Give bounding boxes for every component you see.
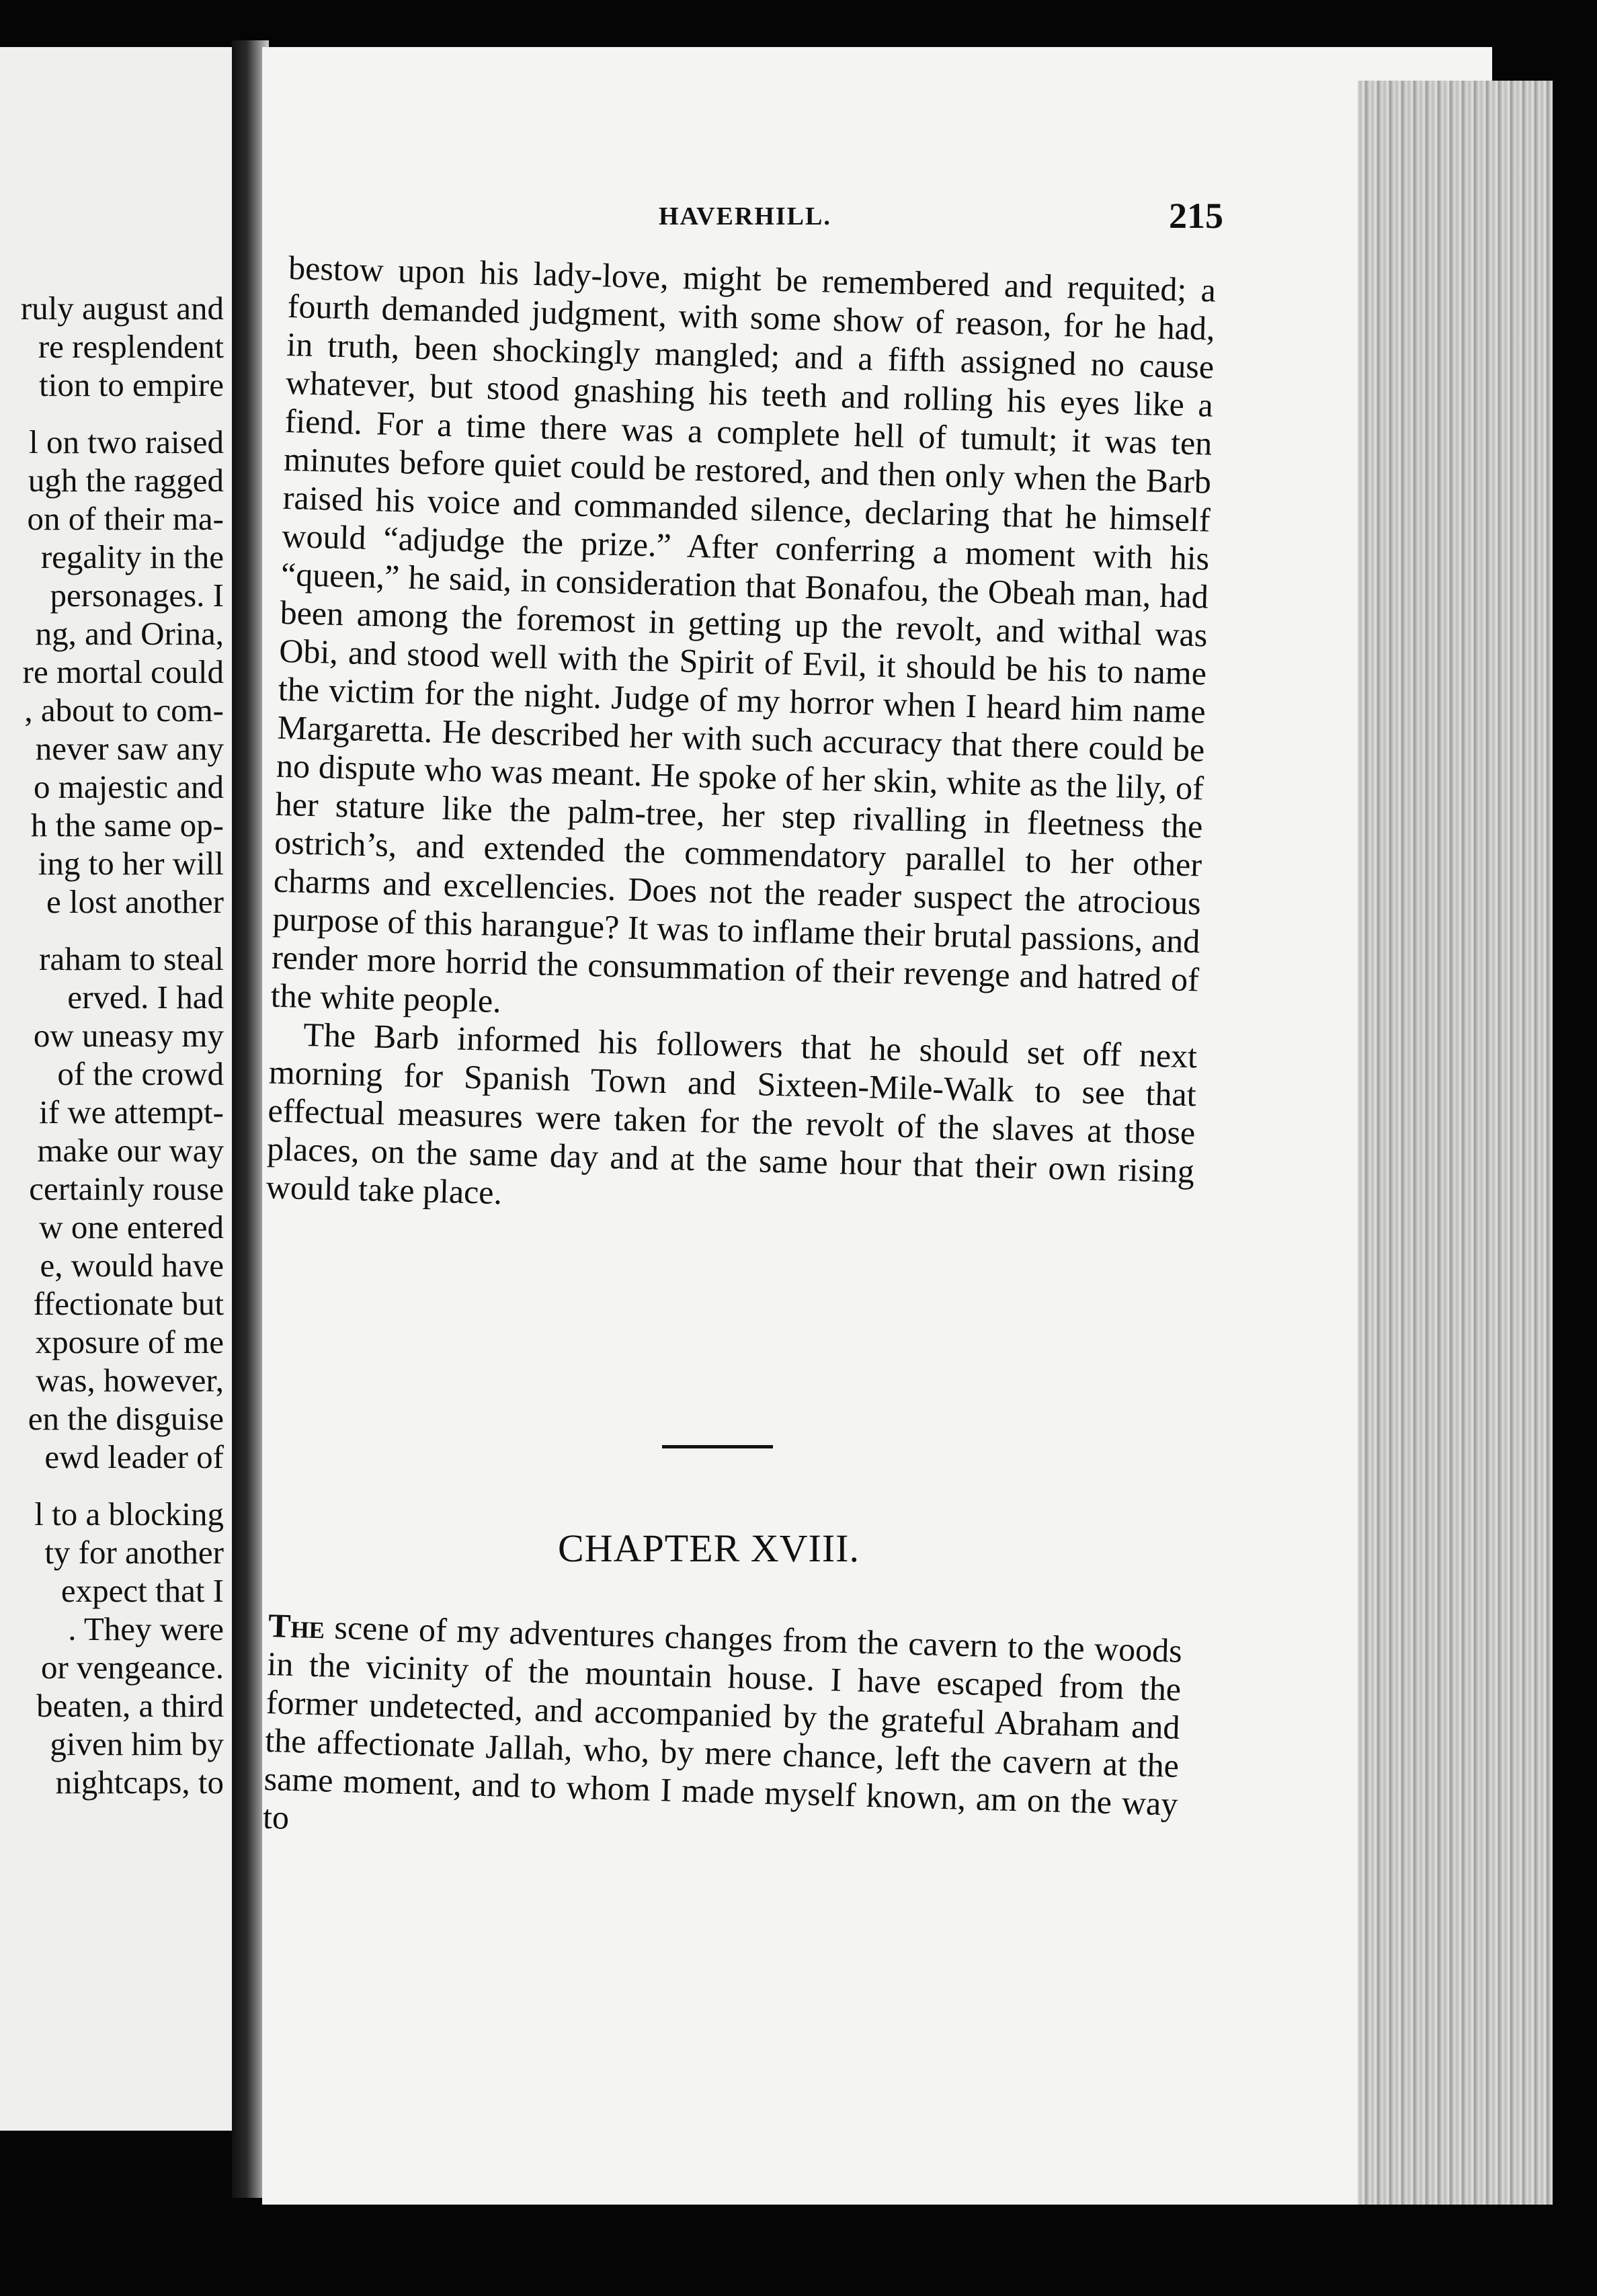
left-page-line: was, however, <box>36 1362 224 1399</box>
left-page-line: nightcaps, to <box>55 1764 224 1801</box>
left-page-gap <box>0 404 224 423</box>
left-page-line: e lost another <box>46 883 224 920</box>
section-divider <box>662 1445 773 1448</box>
left-page-line: h the same op- <box>30 807 224 844</box>
left-page-line: expect that I <box>60 1572 224 1609</box>
left-page-line: given him by <box>50 1725 224 1762</box>
left-page-line: or vengeance. <box>40 1649 224 1686</box>
left-page-line: erved. I had <box>67 979 224 1016</box>
left-page-line: l on two raised <box>29 423 224 460</box>
chapter-heading: CHAPTER XVIII. <box>558 1526 860 1570</box>
chapter-opening-paragraph <box>262 1606 1182 1862</box>
page-number: 215 <box>1169 196 1223 236</box>
body-text <box>265 249 1216 1229</box>
left-page-line: ffectionate but <box>33 1285 224 1322</box>
left-page-line: ewd leader of <box>44 1438 224 1475</box>
left-page-line: , about to com- <box>24 692 224 729</box>
chapter-opening-text: scene of my adventures changes from the cavern to the woods in the vicinity of the mountain house. I have escaped from the former undetected, and accompanied by the grateful Abraham and the affectionate Jallah, who, by mere chance, left the cavern at the same moment, and to whom I made myself known, am on the way to <box>262 1608 1183 1836</box>
left-page-line: w one entered <box>39 1208 224 1245</box>
left-page-line: tion to empire <box>39 366 224 403</box>
left-page-line: certainly rouse <box>29 1170 224 1207</box>
left-page-line: ugh the ragged <box>28 462 224 499</box>
left-page-line: beaten, a third <box>36 1687 224 1724</box>
left-page-line: make our way <box>37 1132 224 1169</box>
left-page-line: regality in the <box>40 538 224 575</box>
left-page-line: on of their ma- <box>27 500 224 537</box>
left-page-line: ing to her will <box>38 845 224 882</box>
left-page-line: ty for another <box>44 1534 224 1571</box>
paragraph: The Barb informed his followers that he should set off next morning for Spanish Town and Sixteen-Mile-Walk to see that effectual measures were taken for the revolt of the slaves at those places, on the same day and at the same hour that their own rising would take place. <box>265 1015 1198 1212</box>
left-page-line: o majestic and <box>33 768 224 805</box>
left-page-gap <box>0 921 224 940</box>
chapter-opening-word: The <box>268 1606 325 1646</box>
left-page-line: if we attempt- <box>39 1094 224 1131</box>
left-page-line: ng, and Orina, <box>35 615 224 652</box>
left-page <box>0 47 232 2131</box>
left-page-line: re mortal could <box>22 653 224 690</box>
left-page-line: e, would have <box>40 1247 224 1284</box>
left-page-line: never saw any <box>35 730 224 767</box>
left-page-line: l to a blocking <box>34 1495 224 1532</box>
left-page-line: raham to steal <box>39 940 224 977</box>
left-page-line: of the crowd <box>57 1055 224 1092</box>
left-page-line: . They were <box>68 1610 224 1647</box>
running-head: HAVERHILL. <box>659 202 831 231</box>
left-page-line: xposure of me <box>35 1323 224 1360</box>
left-page-line: ruly august and <box>20 290 224 327</box>
left-page-line: re resplendent <box>38 328 224 365</box>
page-header <box>282 195 1223 249</box>
left-page-line: en the disguise <box>28 1400 224 1437</box>
paragraph: bestow upon his lady-love, might be remembered and requited; a fourth demanded judgment, with some show of reason, for he had, in truth, been shockingly mangled; and a fifth assigned no cause whatever, but stood gnashing his teeth and rolling his eyes like a fiend. For a time there was a complete hell of tumult; it was ten minutes before quiet could be restored, and then only when the Barb raised his voice and commanded silence, declaring that he himself would “adjudge the prize.” After conferring a moment with his “queen,” he said, in consideration that Bonafou, the Obeah man, had been among the foremost in getting up the revolt, and withal was Obi, and stood well with the Spirit of Evil, it should be his to name the victim for the night. Judge of my horror when I heard him name Margaretta. He described her with such accuracy that there could be no dispute who was meant. He spoke of her skin, white as the lily, of her stature like the palm-tree, her step rivalling in fleetness the ostrich’s, and extended the commendatory parallel to her other charms and excellencies. Does not the reader suspect the atrocious purpose of this harangue? It was to inflame their brutal passions, and render more horrid the consummation of their revenge and hatred of the white people. <box>270 249 1217 1020</box>
page-edges <box>1358 81 1553 2205</box>
left-page-text <box>0 289 224 1801</box>
left-page-line: personages. I <box>50 577 224 614</box>
left-page-gap <box>0 1476 224 1495</box>
left-page-line: ow uneasy my <box>33 1017 224 1054</box>
